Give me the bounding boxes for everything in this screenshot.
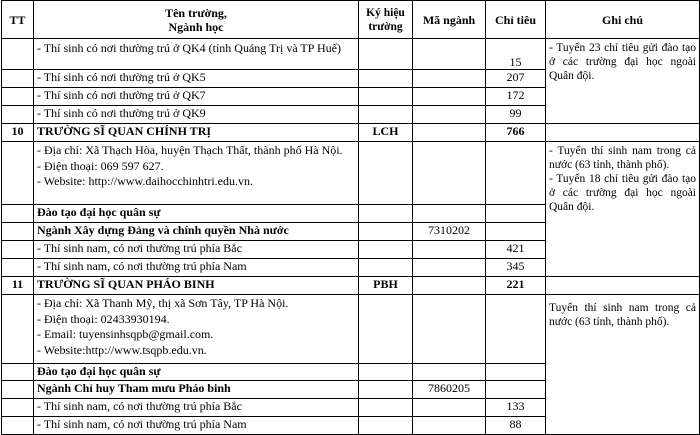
header-name-line2: Ngành học [168, 19, 224, 34]
admission-quota-table [1, 0, 700, 435]
school-tt: 11 [2, 277, 34, 295]
school-address: - Địa chỉ: Xã Thanh Mỹ, thị xã Sơn Tây, TP Hà Nội. [37, 296, 289, 310]
school-website: - Website:http://www.tsqpb.edu.vn. [37, 342, 207, 357]
major-code: 7860205 [413, 381, 486, 399]
row-label: - Thí sinh có nơi thường trú ở QK5 [34, 70, 359, 88]
school-note-line: - Tuyển 18 chỉ tiêu gửi đào tạo ở các trường đại học ngoài Quân đội. [549, 173, 696, 213]
row-label: - Thí sinh nam, có nơi thường trú phía Bắc [34, 241, 359, 259]
table-row [2, 39, 700, 70]
school-note [546, 295, 700, 435]
training-label: Đào tạo đại học quân sự [34, 364, 359, 381]
row-label: - Thí sinh nam, có nơi thường trú phía Nam [34, 417, 359, 435]
school-code: LCH [359, 124, 413, 142]
major-name: Ngành Xây dựng Đảng và chính quyền Nhà nước [34, 223, 359, 241]
header-major-code: Mã ngành [413, 1, 486, 39]
school-quota: 221 [486, 277, 546, 295]
header-school-code [359, 1, 413, 39]
row-quota: 99 [486, 106, 546, 124]
school-note [546, 142, 700, 277]
school-address: - Địa chỉ: Xã Thạch Hòa, huyện Thạch Thất, thành phố Hà Nội. [37, 143, 343, 157]
school-note-line: - Tuyển thí sinh nam trong cả nước (63 tỉnh, thành phố). [549, 145, 696, 171]
row-label: - Thí sinh có nơi thường trú ở QK7 [34, 88, 359, 106]
row-quota: 88 [486, 417, 546, 435]
row-label: - Thí sinh nam, có nơi thường trú phía Bắc [34, 399, 359, 417]
row-quota: 421 [486, 241, 546, 259]
row-label: - Thí sinh nam, có nơi thường trú phía Nam [34, 259, 359, 277]
row-label: - Thí sinh có nơi thường trú ở QK9 [34, 106, 359, 124]
header-code-line2: trường [368, 20, 403, 33]
school-info [34, 295, 359, 364]
school-name: TRƯỜNG SĨ QUAN PHÁO BINH [34, 277, 359, 295]
school-note-line: Tuyển thí sinh nam trong cả nước (63 tỉnh, thành phố). [549, 302, 696, 328]
school-website: - Website: http://www.daihocchinhtri.edu.vn. [37, 174, 253, 188]
row-quota: 15 [486, 39, 546, 70]
school-phone: - Điện thoại: 02433930194. [37, 311, 170, 326]
school-phone: - Điện thoại: 069 597 627. [37, 158, 164, 173]
school-email: - Email: tuyensinhsqpb@gmail.com. [37, 327, 214, 341]
header-quota: Chỉ tiêu [486, 1, 546, 39]
header-school-name [34, 1, 359, 39]
school-info [34, 142, 359, 205]
row-quota: 133 [486, 399, 546, 417]
row-quota: 207 [486, 70, 546, 88]
school-name: TRƯỜNG SĨ QUAN CHÍNH TRỊ [34, 124, 359, 142]
header-note: Ghi chú [546, 1, 700, 39]
school-tt: 10 [2, 124, 34, 142]
row-label: - Thí sinh có nơi thường trú ở QK4 (tỉnh Quảng Trị và TP Huế) [34, 39, 359, 70]
row-quota: 172 [486, 88, 546, 106]
header-code-line1: Ký hiệu [366, 6, 405, 19]
school-code: PBH [359, 277, 413, 295]
header-name-line1: Tên trường, [165, 5, 227, 20]
header-tt: TT [2, 1, 34, 39]
school-row [2, 277, 700, 295]
top-note: - Tuyển 23 chỉ tiêu gửi đào tạo ở các trường đại học ngoài Quân đội. [546, 39, 700, 124]
training-label: Đào tạo đại học quân sự [34, 205, 359, 223]
school-info-row [2, 142, 700, 205]
major-name: Ngành Chỉ huy Tham mưu Pháo binh [34, 381, 359, 399]
table-header [2, 1, 700, 39]
school-info-row [2, 295, 700, 364]
row-quota: 345 [486, 259, 546, 277]
school-row [2, 124, 700, 142]
school-quota: 766 [486, 124, 546, 142]
major-code: 7310202 [413, 223, 486, 241]
